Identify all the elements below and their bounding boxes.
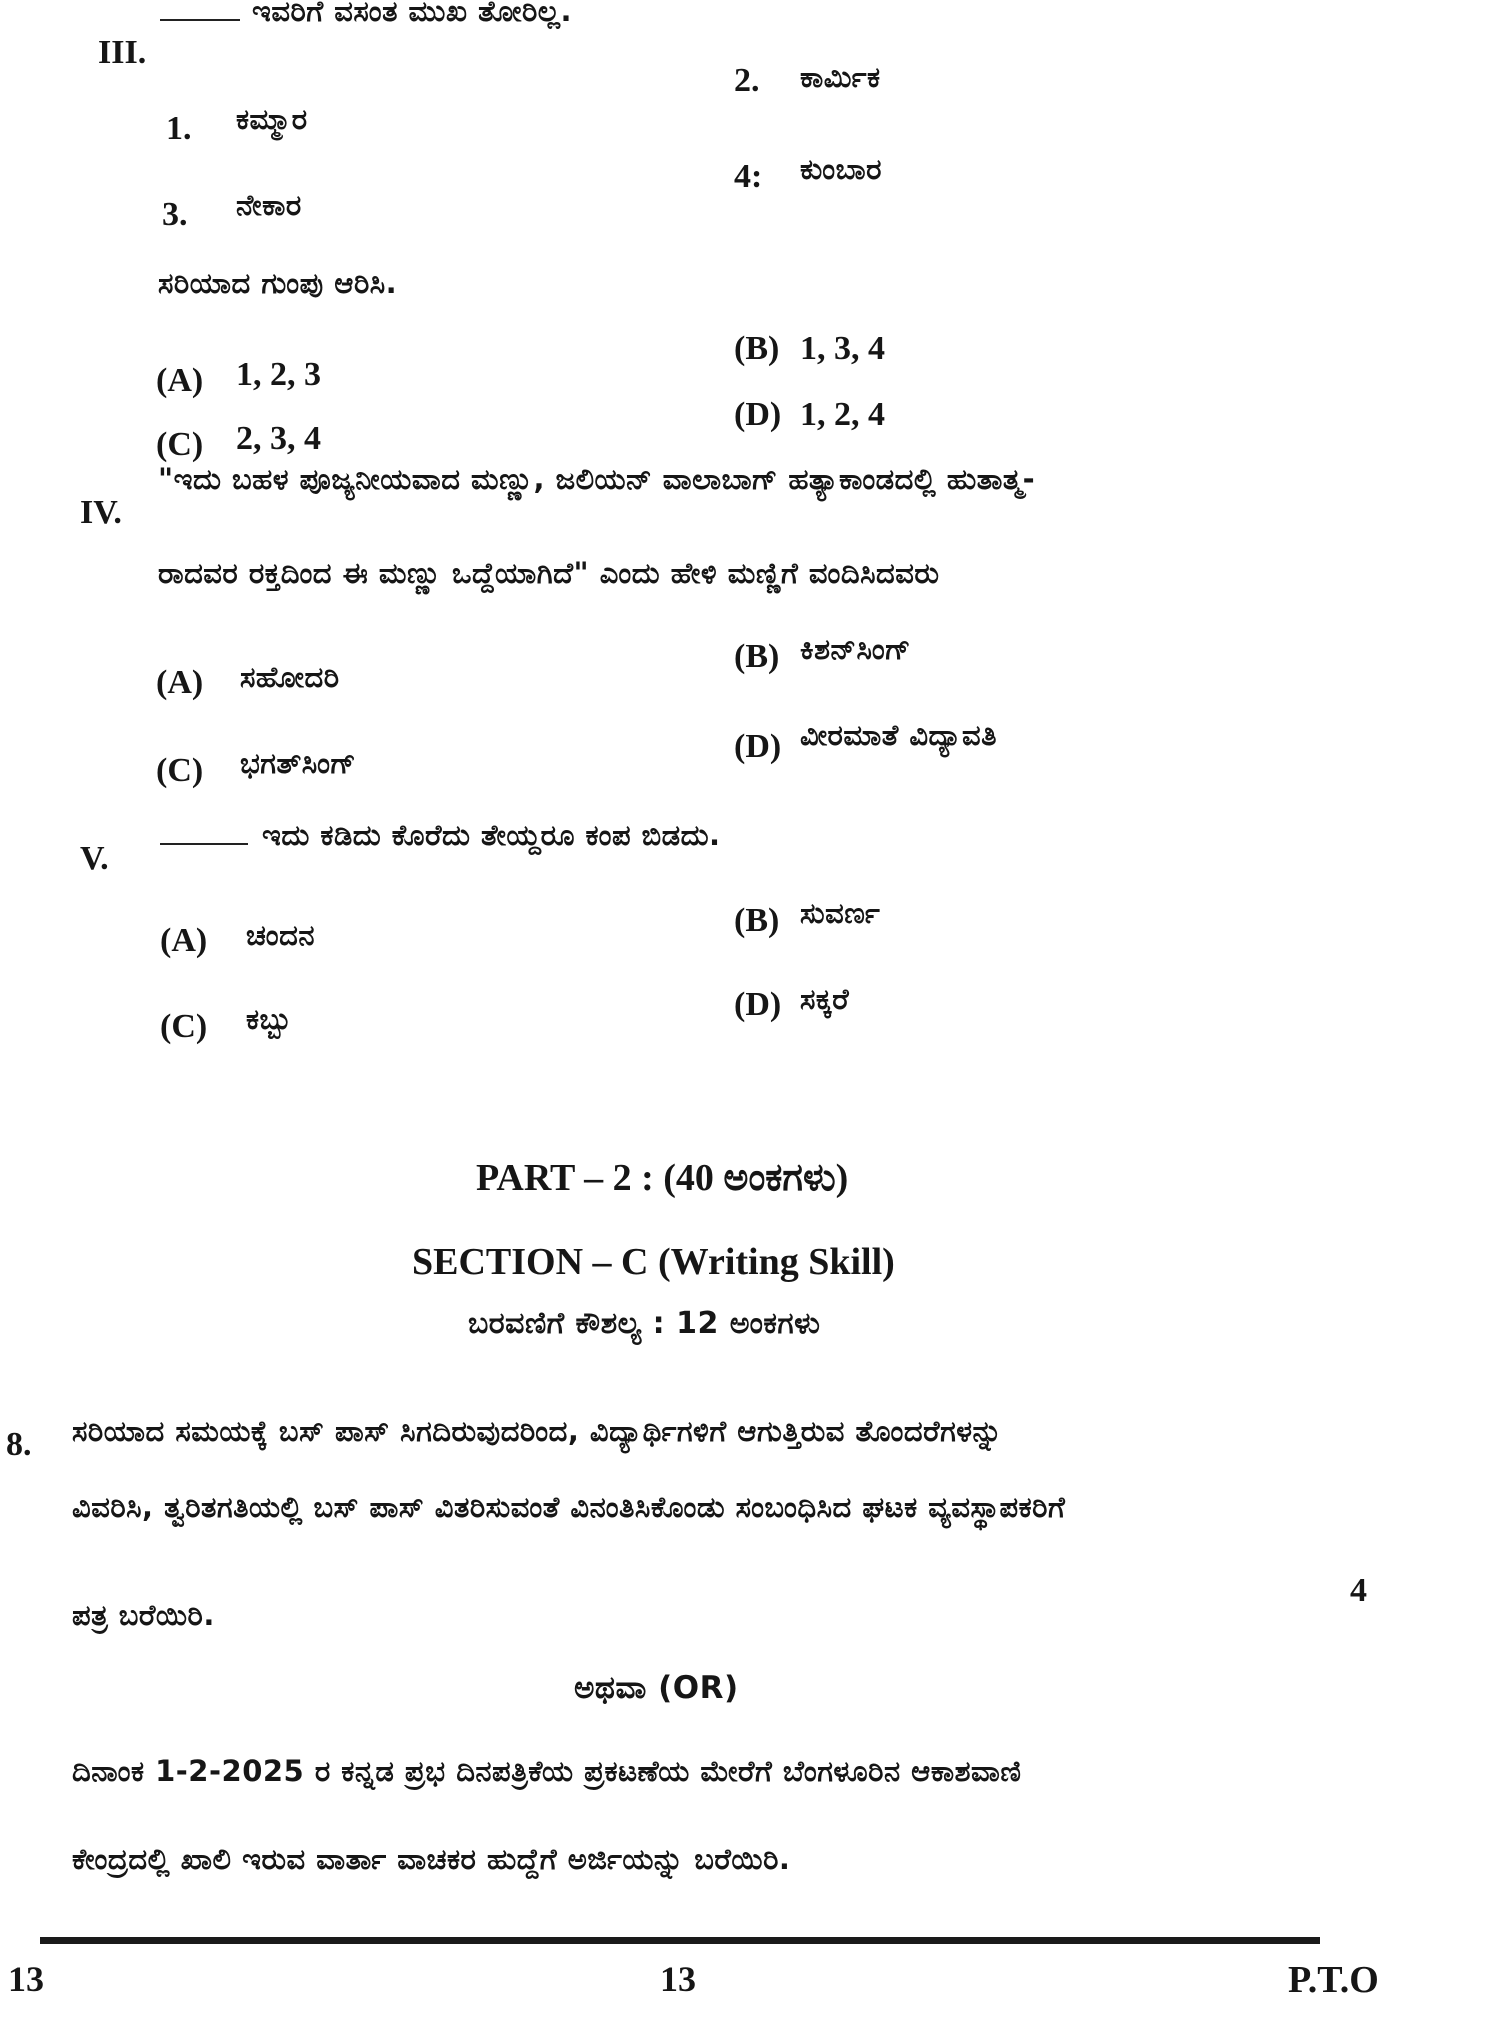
- answer-blank: [160, 0, 240, 21]
- option-text: ಕಬ್ಬು: [246, 1002, 293, 1036]
- question-numeral: III.: [98, 34, 147, 71]
- or-separator: ಅಥವಾ (OR): [574, 1670, 739, 1706]
- item-text: ಕಮ್ಮಾರ: [236, 102, 308, 136]
- item-number: 3.: [162, 196, 188, 233]
- option-text: 1, 2, 3: [236, 356, 321, 393]
- option-text: 1, 2, 4: [800, 396, 885, 433]
- option-label: (C): [160, 1008, 208, 1045]
- option-text: ಸಹೋದರಿ: [240, 660, 340, 694]
- answer-blank: [160, 821, 248, 845]
- option-text: 2, 3, 4: [236, 420, 321, 457]
- option-text: 1, 3, 4: [800, 330, 885, 367]
- option-label: (C): [156, 426, 204, 463]
- section-subtitle: ಬರವಣಿಗೆ ಕೌಶಲ್ಯ : 12 ಅಂಕಗಳು: [468, 1306, 821, 1341]
- option-text: ಭಗತ್‌ಸಿಂಗ್: [240, 746, 357, 780]
- item-text: ಕುಂಬಾರ: [800, 152, 883, 186]
- option-label: (B): [734, 330, 780, 367]
- option-text: ಸುವರ್ಣ: [800, 896, 881, 930]
- option-label: (C): [156, 752, 204, 789]
- option-label: (A): [156, 664, 204, 701]
- question-text-line: ಪತ್ರ ಬರೆಯಿರಿ.: [72, 1598, 215, 1632]
- footer-rule: [40, 1937, 1320, 1944]
- question-stem: [160, 818, 721, 853]
- part-heading: PART – 2 : (40 ಅಂಕಗಳು): [476, 1157, 849, 1199]
- option-label: (A): [160, 922, 208, 959]
- question-stem: [160, 0, 572, 29]
- question-stem-text: ಇವರಿಗೆ ವಸಂತ ಮುಖ ತೋರಿಲ್ಲ.: [252, 0, 573, 28]
- alternate-question-line: ಕೇಂದ್ರದಲ್ಲಿ ಖಾಲಿ ಇರುವ ವಾರ್ತಾ ವಾಚಕರ ಹುದ್ದೆಗೆ ಅರ್ಜಿಯನ್ನು ಬರೆಯಿರಿ.: [72, 1842, 791, 1876]
- page-number: 13: [660, 1959, 696, 1999]
- question-stem-line: "ಇದು ಬಹಳ ಪೂಜ್ಯನೀಯವಾದ ಮಣ್ಣು, ಜಲಿಯನ್ ವಾಲಾಬಾಗ್ ಹತ್ಯಾಕಾಂಡದಲ್ಲಿ ಹುತಾತ್ಮ-: [158, 462, 1036, 496]
- option-label: (D): [734, 728, 782, 765]
- question-number: 8.: [6, 1426, 32, 1463]
- option-label: (A): [156, 362, 204, 399]
- option-label: (D): [734, 396, 782, 433]
- option-label: (D): [734, 986, 782, 1023]
- item-text: ಕಾರ್ಮಿಕ: [800, 60, 881, 94]
- alternate-question-line: ದಿನಾಂಕ 1-2-2025 ರ ಕನ್ನಡ ಪ್ರಭ ದಿನಪತ್ರಿಕೆಯ ಪ್ರಕಟಣೆಯ ಮೇರೆಗೆ ಬೆಂಗಳೂರಿನ ಆಕಾಶವಾಣಿ: [72, 1754, 1022, 1788]
- marks: 4: [1350, 1572, 1367, 1609]
- option-label: (B): [734, 638, 780, 675]
- question-stem-line: ರಾದವರ ರಕ್ತದಿಂದ ಈ ಮಣ್ಣು ಒದ್ದೆಯಾಗಿದೆ" ಎಂದು ಹೇಳಿ ಮಣ್ಣಿಗೆ ವಂದಿಸಿದವರು: [158, 556, 940, 590]
- item-number: 4:: [734, 158, 763, 195]
- section-heading: SECTION – C (Writing Skill): [412, 1241, 895, 1283]
- option-text: ಚಂದನ: [246, 918, 316, 952]
- option-label: (B): [734, 902, 780, 939]
- question-stem-text: ಇದು ಕಡಿದು ಕೊರೆದು ತೇಯ್ದರೂ ಕಂಪ ಬಿಡದು.: [262, 818, 721, 852]
- item-number: 2.: [734, 62, 760, 99]
- item-text: ನೇಕಾರ: [236, 188, 302, 222]
- item-number: 1.: [166, 110, 192, 147]
- question-numeral: V.: [80, 840, 109, 877]
- question-text-line: ಸರಿಯಾದ ಸಮಯಕ್ಕೆ ಬಸ್ ಪಾಸ್ ಸಿಗದಿರುವುದರಿಂದ, ವಿದ್ಯಾರ್ಥಿಗಳಿಗೆ ಆಗುತ್ತಿರುವ ತೊಂದರೆಗಳನ್ನು: [72, 1414, 1003, 1448]
- please-turn-over: P.T.O: [1288, 1959, 1379, 2001]
- instruction: ಸರಿಯಾದ ಗುಂಪು ಆರಿಸಿ.: [158, 266, 398, 300]
- footer-code: 13: [8, 1959, 44, 1999]
- option-text: ಸಕ್ಕರೆ: [800, 982, 850, 1016]
- option-text: ಕಿಶನ್‌ಸಿಂಗ್: [800, 632, 911, 666]
- question-text-line: ವಿವರಿಸಿ, ತ್ವರಿತಗತಿಯಲ್ಲಿ ಬಸ್ ಪಾಸ್ ವಿತರಿಸುವಂತೆ ವಿನಂತಿಸಿಕೊಂಡು ಸಂಬಂಧಿಸಿದ ಘಟಕ ವ್ಯವಸ್ಥಾಪಕರಿಗೆ: [72, 1490, 1066, 1524]
- option-text: ವೀರಮಾತೆ ವಿದ್ಯಾವತಿ: [800, 718, 998, 752]
- question-numeral: IV.: [80, 494, 122, 531]
